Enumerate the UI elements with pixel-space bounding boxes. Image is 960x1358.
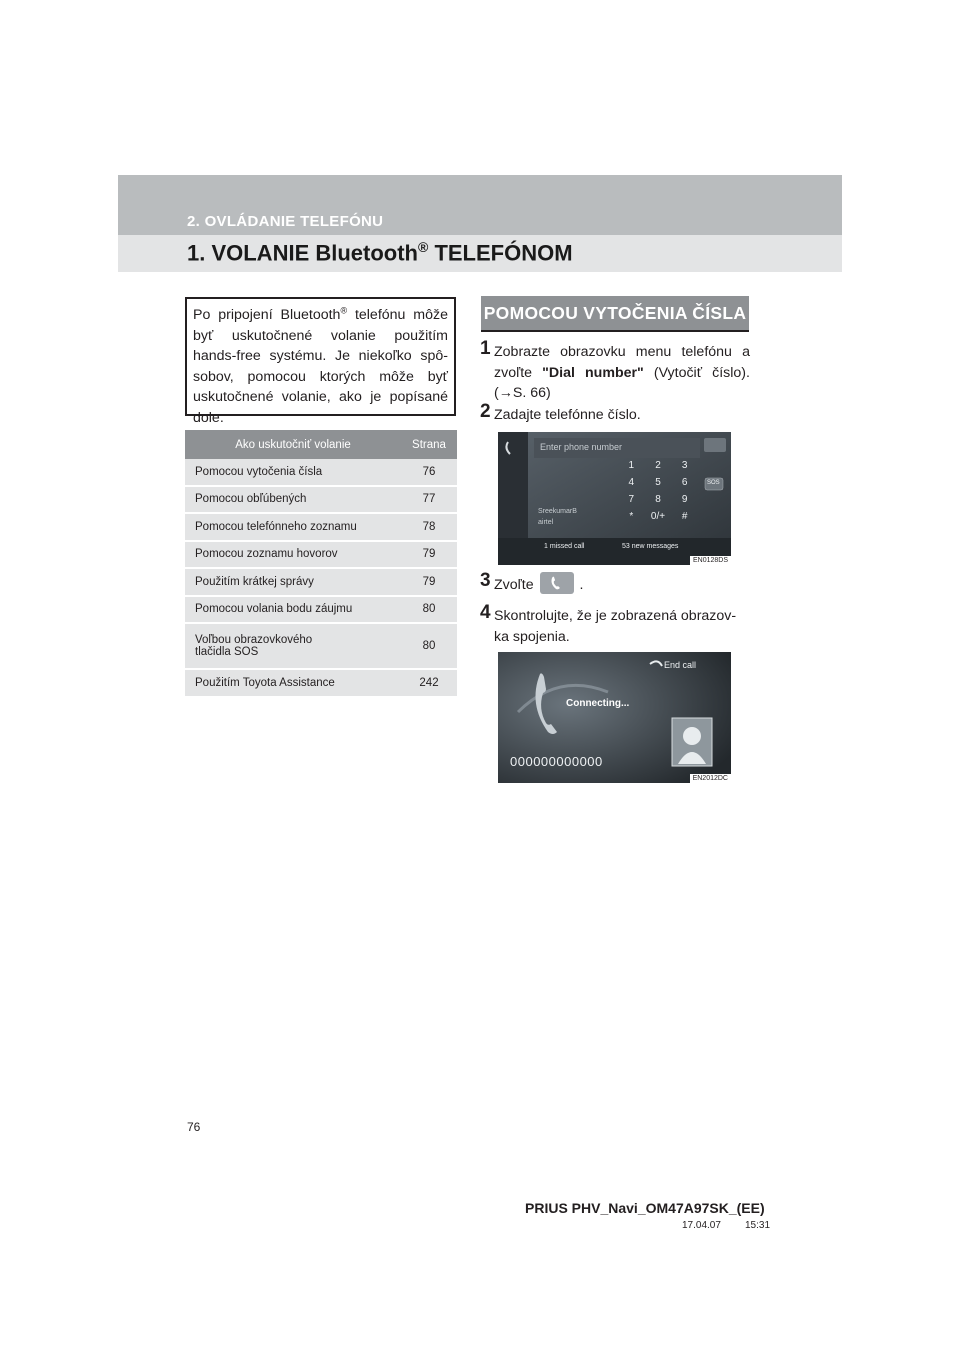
connecting-screen-image — [498, 652, 731, 783]
table-row — [185, 459, 457, 486]
page-number: 76 — [187, 1120, 201, 1134]
table-row — [185, 568, 457, 596]
step-2 — [480, 401, 750, 426]
row-label: Voľbou obrazovkového tlačidla SOS — [185, 623, 401, 669]
step-text-post: . — [579, 576, 584, 593]
key-hash: # — [681, 511, 688, 522]
key-4: 4 — [628, 477, 635, 488]
step-text — [480, 574, 750, 596]
table-row — [185, 669, 457, 697]
intro-text-post: telefónu môže byť uskutočnené volanie použitím hands-free systému. Je niekoľko spô-sobov, pomocou ktorých môže byť uskutočnené volanie, ako je popísané dole. — [193, 307, 448, 426]
call-key-icon — [540, 572, 574, 594]
row-label: Pomocou volania bodu záujmu — [185, 596, 401, 624]
table-row — [185, 596, 457, 624]
key-0: 0/+ — [650, 511, 666, 522]
phone-number-placeholder: Enter phone number — [540, 442, 623, 452]
chapter-title-pre: 1. VOLANIE Bluetooth — [187, 240, 418, 266]
step-text-post: (Vytočiť číslo). (→S. 66) — [494, 364, 750, 401]
row-page: 79 — [401, 541, 457, 569]
end-call-button: End call — [664, 660, 697, 670]
key-8: 8 — [655, 494, 661, 505]
key-7: 7 — [628, 494, 635, 505]
column-header-page: Strana — [401, 430, 457, 459]
section-label: 2. OVLÁDANIE TELEFÓNU — [187, 213, 384, 230]
key-star: * — [629, 511, 634, 522]
intro-text-pre: Po pripojení Bluetooth — [193, 307, 341, 323]
intro-box — [185, 297, 456, 426]
row-page: 80 — [401, 596, 457, 624]
contact-name: SreekumarB — [538, 508, 577, 515]
document-date: 17.04.07 — [682, 1220, 721, 1231]
table-row — [185, 623, 457, 669]
row-label: Pomocou zoznamu hovorov — [185, 541, 401, 569]
table-row — [185, 541, 457, 569]
row-page: 79 — [401, 568, 457, 596]
section-heading: POMOCOU VYTOČENIA ČÍSLA — [481, 296, 749, 332]
new-messages-notice: 53 new messages — [622, 543, 679, 550]
step-1 — [480, 338, 750, 404]
key-3: 3 — [681, 460, 688, 471]
key-1: 1 — [628, 460, 635, 471]
step-number: 2 — [480, 401, 491, 422]
step-text: Zadajte telefónne číslo. — [494, 407, 641, 423]
step-text — [480, 342, 750, 404]
step-text-pre: Zvoľte — [494, 576, 534, 593]
document-id: PRIUS PHV_Navi_OM47A97SK_(EE) — [525, 1200, 765, 1216]
step-number: 4 — [480, 602, 491, 623]
table-row — [185, 486, 457, 514]
missed-call-notice: 1 missed call — [544, 543, 585, 550]
chapter-title — [187, 239, 573, 266]
keypad — [618, 460, 698, 522]
step-text-bold: "Dial number" — [542, 364, 644, 381]
step-text-pre: Zobrazte obrazovku menu telefónu a zvoľte — [494, 344, 750, 381]
key-9: 9 — [681, 494, 688, 505]
chapter-title-post: TELEFÓNOM — [428, 240, 573, 266]
step-4 — [480, 602, 750, 647]
key-2: 2 — [655, 460, 661, 471]
dial-screen-image — [498, 432, 731, 565]
dialed-number: 000000000000 — [510, 754, 603, 769]
step-number: 1 — [480, 338, 491, 359]
step-text: Skontrolujte, že je zobrazená obrazov-ka spojenia. — [494, 608, 737, 645]
step-number: 3 — [480, 570, 491, 591]
carrier-name: airtel — [538, 519, 554, 526]
table-row — [185, 513, 457, 541]
row-label: Použitím Toyota Assistance — [185, 669, 401, 697]
document-time: 15:31 — [745, 1220, 771, 1231]
sos-key: SOS — [707, 480, 720, 486]
call-status: Connecting... — [566, 698, 630, 709]
image-code: EN2012DC — [690, 774, 731, 783]
key-5: 5 — [655, 477, 661, 488]
row-label: Pomocou vytočenia čísla — [185, 459, 401, 486]
table-header-row — [185, 430, 457, 459]
row-label: Pomocou telefónneho zoznamu — [185, 513, 401, 541]
intro-registered-mark: ® — [340, 305, 348, 316]
image-code: EN0128DS — [690, 556, 731, 565]
row-label: Použitím krátkej správy — [185, 568, 401, 596]
row-page: 78 — [401, 513, 457, 541]
row-label: Pomocou obľúbených — [185, 486, 401, 514]
row-page: 76 — [401, 459, 457, 486]
key-6: 6 — [681, 477, 688, 488]
registered-mark: ® — [418, 239, 429, 255]
row-page: 77 — [401, 486, 457, 514]
row-page: 242 — [401, 669, 457, 697]
column-header-method: Ako uskutočniť volanie — [185, 430, 401, 459]
reference-table — [185, 430, 457, 698]
row-page: 80 — [401, 623, 457, 669]
step-3 — [480, 570, 750, 596]
